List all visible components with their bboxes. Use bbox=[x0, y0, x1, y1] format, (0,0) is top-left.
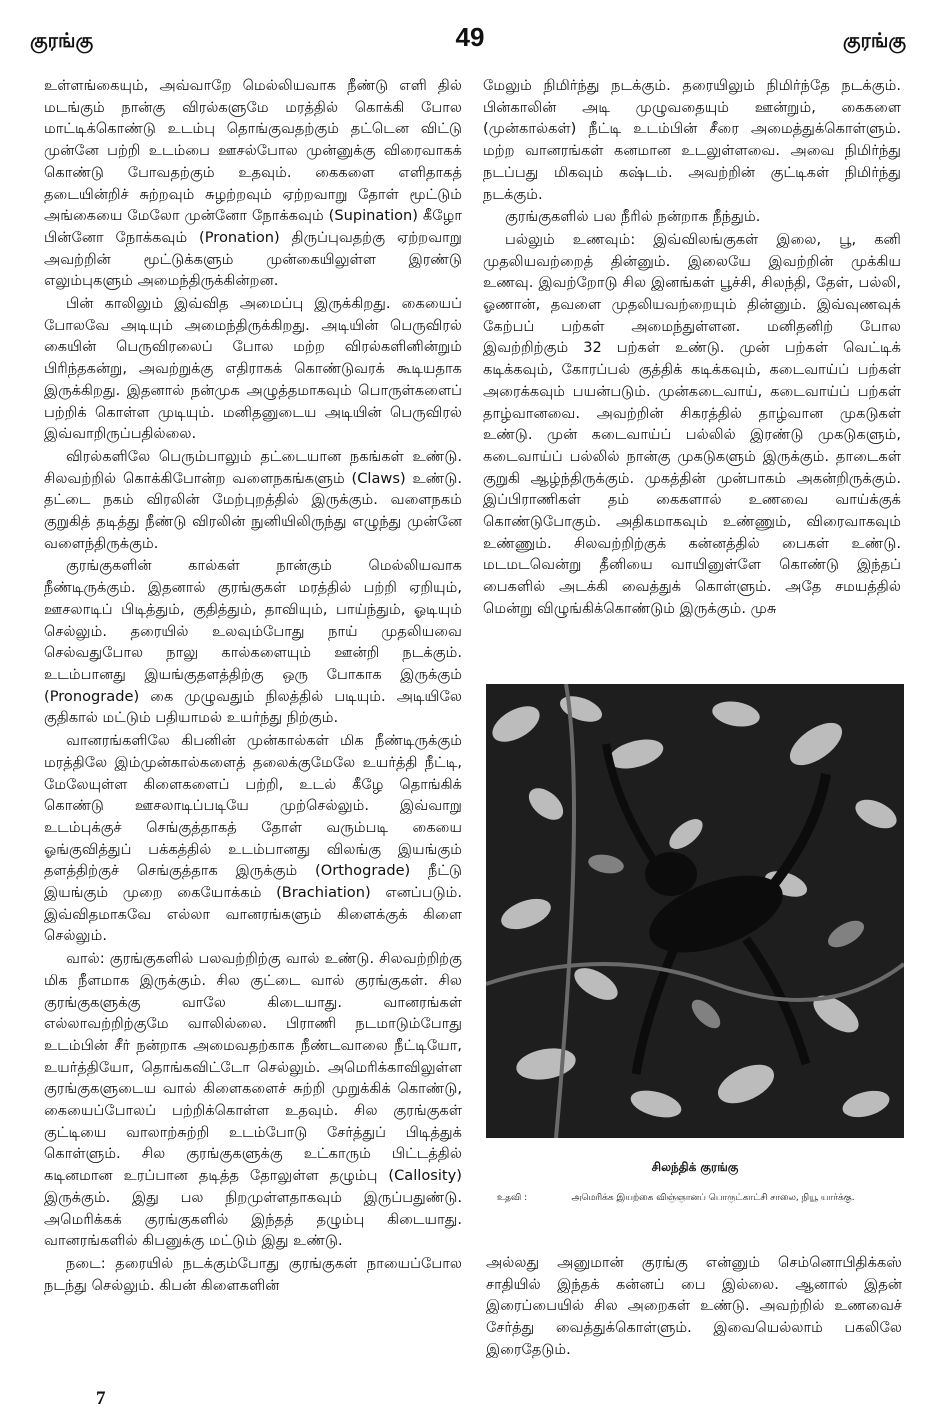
paragraph: குரங்குகளின் கால்கள் நான்கும் மெல்லியவாக நீண்டிருக்கும். இதனால் குரங்குகள் மரத்தில் பற்றி ஏறியும், ஊசலாடிப் பிடித்தும், குதித்தும், தாவியும், பாய்ந்தும், ஓடியும் செல்லும். தரையில் உலவும்போது நாய் முதலியவை செல்வதுபோல நாலு கால்களையும் ஊன்றி நடக்கும். உடம்பானது இயங்குதளத்திற்கு ஒரு போகாக இருக்கும் (Pronograde) கை முழுவதும் நிலத்தில் படியும். அடியிலே குதிகால் மட்டும் பதியாமல் உயர்ந்து நிற்கும். bbox=[44, 557, 462, 727]
paragraph: குரங்குகளில் பல நீரில் நன்றாக நீந்தும். bbox=[505, 208, 761, 226]
paragraph: அல்லது அனுமான் குரங்கு என்னும் செம்னொபிதிக்கஸ் சாதியில் இந்தக் கன்னப் பை இல்லை. ஆனால் இதன் இரைப்பையில் சில அறைகள் உண்டு. அவற்றில் உணவைச் சேர்த்து வைத்துக்கொள்ளும். இவையெல்லாம் பகலிலே இரைதேடும். bbox=[486, 1254, 902, 1358]
paragraph: மேலும் நிமிர்ந்து நடக்கும். தரையிலும் நிமிர்ந்தே நடக்கும். பின்காலின் அடி முழுவதையும் ஊன்றும், கைகளை (முன்கால்கள்) நீட்டி உடம்பின் சீரை அமைத்துக்கொள்ளும். மற்ற வானரங்கள் கனமான உடலுள்ளவை. அவை நிமிர்ந்து நடப்பது மிகவும் கஷ்டம். அவற்றின் குட்டிகள் நிமிர்ந்து நடக்கும். bbox=[483, 77, 901, 203]
running-head-left: குரங்கு bbox=[30, 28, 94, 52]
paragraph: வால்: குரங்குகளில் பலவற்றிற்கு வால் உண்டு. சிலவற்றிற்கு மிக நீளமாக இருக்கும். சில குட்டை வால் குரங்குகள். சில குரங்குகளுக்கு வாலே கிடையாது. வானரங்கள் எல்லாவற்றிற்குமே வாலில்லை. பிராணி நடமாடும்போது உடம்பின் சீர் நன்றாக அமைவதற்காக நீண்டவாலை நீட்டியோ, உயர்த்தியோ, தொங்கவிட்டோ செல்லும். அமெரிக்காவிலுள்ள குரங்குகளுடைய வால் கிளைகளைச் சுற்றி முறுக்கிக் கொண்டு, கையைப்போலப் பற்றிக்கொள்ள உதவும். சில குரங்குகள் குட்டியை வாலாற்சுற்றி உடம்போடு சேர்த்துப் பிடித்துக் கொள்ளும். சில குரங்குகளுக்கு உட்காரும் பிட்டத்தில் கடினமான உரப்பான தடித்த தோலுள்ள தழும்பு (Callosity) இருக்கும். இது பல நிறமுள்ளதாகவும் இருப்பதுண்டு. அமெரிக்கக் குரங்குகளில் இந்தத் தழும்பு கிடையாது. வானரங்களில் கிபனுக்கு மட்டும் இது உண்டு. bbox=[44, 950, 462, 1250]
paragraph: விரல்களிலே பெரும்பாலும் தட்டையான நகங்கள் உண்டு. சிலவற்றில் கொக்கிபோன்ற வளைநகங்களும் (Claws) உண்டு. தட்டை நகம் விரலின் மேற்புறத்தில் இருக்கும். வளைநகம் குறுகித் தடித்து நீண்டு விரலின் நுனியிலிருந்து எழுந்து முன்னே வளைந்திருக்கும். bbox=[44, 447, 462, 552]
signature-mark: 7 bbox=[96, 1388, 106, 1409]
running-head-right: குரங்கு bbox=[842, 28, 906, 52]
figure-credit bbox=[497, 1192, 897, 1205]
credit-text: அமெரிக்க இயற்கை விஞ்ஞானப் பொருட்காட்சி சாலை, நியூ யார்க்கு. bbox=[571, 1193, 855, 1203]
credit-label: உதவி : bbox=[497, 1193, 528, 1203]
paragraph: வானரங்களிலே கிபனின் முன்கால்கள் மிக நீண்டிருக்கும் மரத்திலே இம்முன்கால்களைத் தலைக்குமேலே உயர்த்தி நீட்டி, மேலேயுள்ள கிளைகளைப் பற்றி, உடல் கீழே தொங்கிக் கொண்டு ஊசலாடிப்படியே முற்செல்லும். இவ்வாறு உடம்புக்குச் செங்குத்தாகத் தோள் வரும்படி கையை ஓங்குவித்துப் பக்கத்தில் உடம்பானது விலங்கு இயங்கும் தளத்திற்குச் செங்குத்தாக இருக்கும் (Orthograde) நீட்டு இயங்கும் முறை கையோக்கம் (Brachiation) எனப்படும். இவ்விதமாகவே எல்லா வானரங்களும் கிளைக்குக் கிளை செல்லும். bbox=[44, 732, 462, 945]
left-column bbox=[44, 75, 462, 1297]
photo-illustration bbox=[486, 684, 904, 1138]
spider-monkey-photo bbox=[486, 684, 904, 1138]
right-column-continuation bbox=[486, 1252, 902, 1361]
figure-caption: சிலந்திக் குரங்கு bbox=[651, 1160, 739, 1174]
right-column bbox=[483, 75, 901, 621]
paragraph: நடை: தரையில் நடக்கும்போது குரங்குகள் நாயைப்போல நடந்து செல்லும். கிபன் கிளைகளின் bbox=[44, 1254, 462, 1294]
paragraph: உள்ளங்கையும், அவ்வாறே மெல்லியவாக நீண்டு எளி தில் மடங்கும் நான்கு விரல்களுமே மரத்தில் கொக்கி போல மாட்டிக்கொண்டு உடம்பு தொங்குவதற்கும் தட்டென விட்டு முன்னே பற்றி உடம்பை ஊசல்போல முன்னுக்கு விரைவாகக் கொண்டு போவதற்கும் உதவும். கைகளை எளிதாகத் தடையின்றிச் சுற்றவும் சுழற்றவும் ஏற்றவாறு தோள் மூட்டும் அங்கையை மேலோ முன்னோ நோக்கவும் (Supination) கீழோ பின்னோ நோக்கவும் (Pronation) திருப்புவதற்கு ஏற்றவாறு அவற்றின் மூட்டுக்களும் முன்கையிலுள்ள இரண்டு எலும்புகளும் அமைந்திருக்கின்றன. bbox=[44, 77, 462, 290]
paragraph: பின் காலிலும் இவ்வித அமைப்பு இருக்கிறது. கையைப் போலவே அடியும் அமைந்திருக்கிறது. அடியின் பெருவிரல் கையின் பெருவிரலைப் போல மற்ற விரல்களினின்றும் பிரிந்தகன்று, அவற்றுக்கு எதிராகக் கொண்டுவரக் கூடியதாக இருக்கிறது. இதனால் நன்முக அழுத்தமாகவும் பொருள்களைப் பற்றிக் கொள்ள முடியும். மனிதனுடைய அடியின் பெருவிரல் இவ்வாறிருப்பதில்லை. bbox=[44, 295, 462, 443]
page-number: 49 bbox=[455, 22, 485, 52]
paragraph: பல்லும் உணவும்: இவ்விலங்குகள் இலை, பூ, கனி முதலியவற்றைத் தின்னும். இலையே இவற்றின் முக்கிய உணவு. இவற்றோடு சில இனங்கள் பூச்சி, சிலந்தி, தேள், பல்லி, ஓணான், தவளை முதலியவற்றையும் தின்னும். இவ்வுணவுக் கேற்பப் பற்கள் அமைந்துள்ளன. மனிதனிற் போல இவற்றிற்கும் 32 பற்கள் உண்டு. முன் பற்கள் வெட்டிக் கடிக்கவும், கோரப்பல் குத்திக் கடிக்கவும், கடைவாய்ப் பற்கள் அரைக்கவும் பயன்படும். முன்கடைவாய், கடைவாய்ப் பற்கள் தாழ்வானவை. அவற்றின் சிகரத்தில் தாழ்வான முகடுகள் உண்டு. முன் கடைவாய்ப் பல்லில் இரண்டு முகடுகளும், கடைவாய்ப் பல்லில் நான்கு முகடுகளும் இருக்கும். தாடைகள் குறுகி ஆழ்ந்திருக்கும். முகத்தின் முன்பாகம் அகன்றிருக்கும். இப்பிராணிகள் தம் கைகளால் உணவை வாய்க்குக் கொண்டுபோகும். அதிகமாகவும் உண்ணும், விரைவாகவும் உண்ணும். சிலவற்றிற்குக் கன்னத்தில் பைகள் உண்டு. மடமடவென்று தீனியை வாயினுள்ளே கொண்டு இந்தப் பைகளில் அடக்கி வைத்துக் கொள்ளும். அதே சமயத்தில் மென்று விழுங்கிக்கொண்டும் இருக்கும். முசு bbox=[483, 230, 901, 617]
